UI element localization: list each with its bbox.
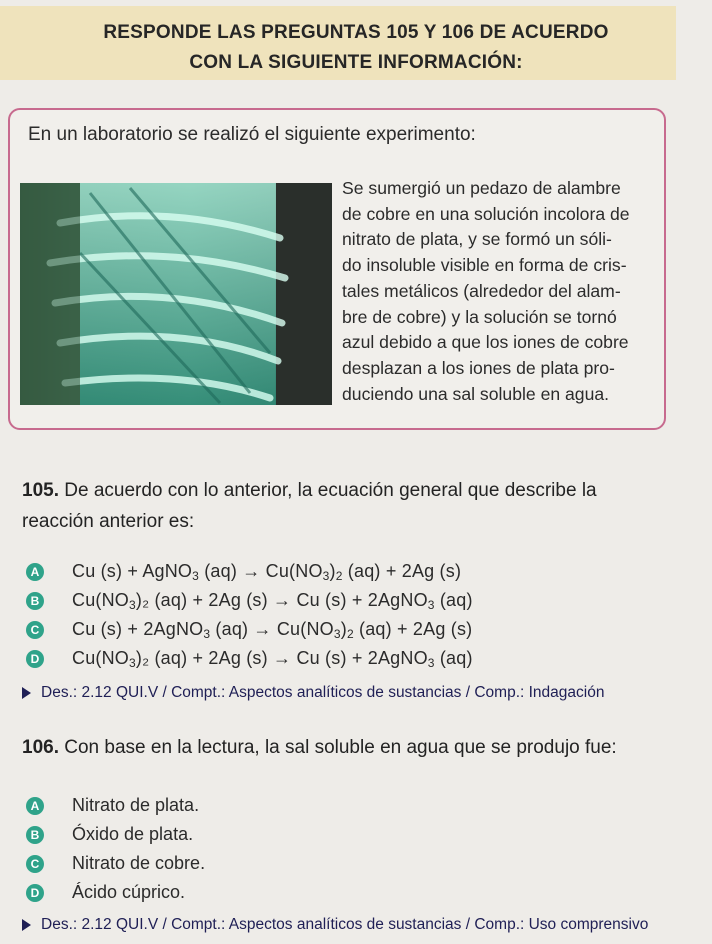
description-line: do insoluble visible en forma de cris-: [342, 255, 627, 276]
experiment-intro: En un laboratorio se realizó el siguiente experimento:: [28, 124, 476, 145]
description-line: tales metálicos (alrededor del alam-: [342, 280, 621, 301]
option-letter-badge: C: [26, 621, 44, 639]
option-text: Nitrato de cobre.: [72, 853, 206, 873]
option-105-d[interactable]: [26, 648, 473, 670]
experiment-description: [342, 176, 662, 407]
reaction-arrow: →: [267, 648, 297, 668]
question-number: 106.: [22, 737, 59, 758]
description-line: azul debido a que los iones de cobre: [342, 332, 629, 353]
description-line: nitrato de plata, y se formó un sóli-: [342, 229, 612, 250]
reaction-arrow: →: [248, 619, 277, 639]
question-105: [22, 475, 702, 537]
option-106-b[interactable]: [26, 824, 193, 845]
question-text: De acuerdo con lo anterior, la ecuación general que describe la: [58, 480, 597, 501]
option-letter-badge: B: [26, 826, 44, 844]
option-106-a[interactable]: [26, 795, 199, 816]
question-106-metadata: [22, 916, 648, 934]
option-letter-badge: A: [26, 563, 44, 581]
option-text: Ácido cúprico.: [72, 882, 186, 902]
equation: $Cu(NO_3)_2$ (aq) + 2Ag (s) → Cu (s) + 2AgNO$_3$ (aq): [72, 648, 473, 670]
description-line: de cobre en una solución incolora de: [342, 203, 630, 224]
experiment-photo: [20, 183, 332, 405]
description-line: Se sumergió un pedazo de alambre: [342, 178, 621, 198]
option-letter-badge: D: [26, 650, 44, 668]
option-letter-badge: A: [26, 797, 44, 815]
option-106-c[interactable]: [26, 853, 205, 874]
description-line: bre de cobre) y la solución se tornó: [342, 306, 617, 327]
option-letter-badge: D: [26, 884, 44, 902]
copper-wire-in-solution-image: [20, 183, 332, 405]
option-106-d[interactable]: [26, 882, 185, 903]
option-105-b[interactable]: [26, 590, 473, 612]
header-line-2: CON LA SIGUIENTE INFORMACIÓN:: [189, 52, 523, 73]
arrow-right-icon: [22, 687, 31, 699]
option-text: Nitrato de plata.: [72, 795, 200, 815]
option-letter-badge: B: [26, 592, 44, 610]
option-105-c[interactable]: [26, 619, 472, 641]
question-number: 105.: [22, 480, 59, 501]
option-letter-badge: C: [26, 855, 44, 873]
arrow-right-icon: [22, 919, 31, 931]
reaction-arrow: →: [237, 561, 266, 581]
equation: $Cu(NO_3)_2$ (aq) + 2Ag (s) → Cu (s) + 2AgNO$_3$ (aq): [72, 590, 473, 612]
question-106: [22, 734, 702, 762]
reaction-arrow: →: [267, 590, 297, 610]
question-105-metadata: [22, 684, 604, 702]
equation: Cu (s) + AgNO$_3$ $(aq) \to Cu(NO_3)_2$ (aq) + 2Ag (s): [72, 561, 462, 583]
equation: Cu (s) + 2AgNO$_3$ $(aq) \to Cu(NO_3)_2$ (aq) + 2Ag (s): [72, 619, 473, 641]
option-text: Óxido de plata.: [72, 824, 194, 844]
header-title: [0, 18, 712, 78]
question-text-continued: reacción anterior es:: [22, 511, 195, 532]
header-line-1: RESPONDE LAS PREGUNTAS 105 Y 106 DE ACUERDO: [103, 22, 609, 43]
question-text: Con base en la lectura, la sal soluble en agua que se produjo fue:: [58, 737, 617, 758]
description-line: duciendo una sal soluble en agua.: [342, 383, 610, 404]
description-line: desplazan a los iones de plata pro-: [342, 357, 615, 378]
metadata-text: Des.: 2.12 QUI.V / Compt.: Aspectos analíticos de sustancias / Comp.: Uso comprensivo: [41, 916, 649, 933]
option-105-a[interactable]: [26, 561, 461, 583]
metadata-text: Des.: 2.12 QUI.V / Compt.: Aspectos analíticos de sustancias / Comp.: Indagación: [41, 684, 605, 701]
